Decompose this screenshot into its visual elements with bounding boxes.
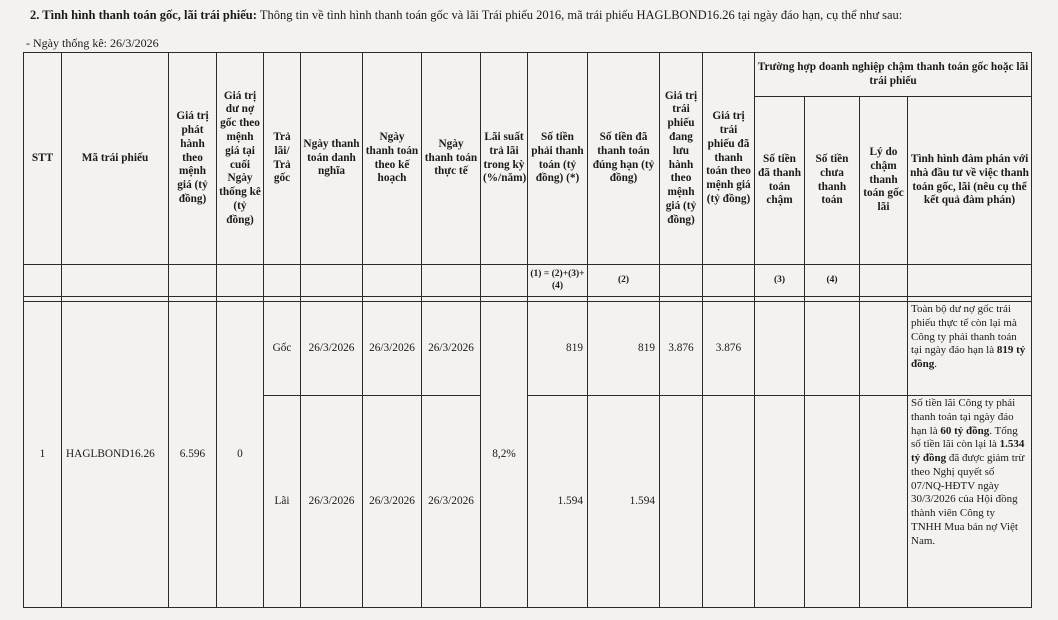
cell-interest-type: Lãi — [264, 396, 301, 608]
bond-payment-table — [23, 52, 1032, 608]
section-heading-bold: 2. Tình hình thanh toán gốc, lãi trái phiếu: — [30, 8, 257, 22]
header-late-payment-group: Trường hợp doanh nghiệp chậm thanh toán gốc hoặc lãi trái phiếu — [755, 53, 1032, 97]
formula-payable: (1) = (2)+(3)+(4) — [528, 265, 588, 297]
header-outstanding: Giá trị dư nợ gốc theo mệnh giá tại cuối Ngày thống kê (tỷ đồng) — [217, 53, 264, 265]
cell-principal-plan-date: 26/3/2026 — [363, 302, 422, 396]
cell-principal-note: Toàn bộ dư nợ gốc trái phiếu thực tế còn lại mà Công ty phải thanh toán tại ngày đáo hạn là 819 tỷ đồng. — [908, 302, 1032, 396]
cell-interest-nominal-date: 26/3/2026 — [301, 396, 363, 608]
cell-interest-paid-on-time: 1.594 — [588, 396, 660, 608]
header-late-paid: Số tiền đã thanh toán chậm — [755, 97, 805, 265]
header-amount-payable: Số tiền phải thanh toán (tỷ đồng) (*) — [528, 53, 588, 265]
header-paid-on-time: Số tiền đã thanh toán đúng hạn (tỷ đồng) — [588, 53, 660, 265]
cell-stt: 1 — [24, 302, 62, 608]
header-plan-date: Ngày thanh toán theo kế hoạch — [363, 53, 422, 265]
header-stt: STT — [24, 53, 62, 265]
cell-redeemed-value: 3.876 — [703, 302, 755, 396]
header-redeemed-value: Giá trị trái phiếu đã thanh toán theo mệnh giá (tỷ đồng) — [703, 53, 755, 265]
header-nominal-date: Ngày thanh toán danh nghĩa — [301, 53, 363, 265]
statistics-date: - Ngày thống kê: 26/3/2026 — [26, 36, 159, 50]
header-late-reason: Lý do chậm thanh toán gốc lãi — [860, 97, 908, 265]
cell-interest-note: Số tiền lãi Công ty phải thanh toán tại ngày đáo hạn là 60 tỷ đồng. Tổng số tiền lãi còn lại là 1.534 tỷ đồng đã được giảm trừ theo Nghị quyết số 07/NQ-HĐTV ngày 30/3/2026 của Hội đồng thành viên Công ty TNHH Mua bán nợ Việt Nam. — [908, 396, 1032, 608]
cell-interest-actual-date: 26/3/2026 — [422, 396, 481, 608]
header-payment-type: Trả lãi/ Trả gốc — [264, 53, 301, 265]
cell-principal-paid-on-time: 819 — [588, 302, 660, 396]
cell-interest-plan-date: 26/3/2026 — [363, 396, 422, 608]
header-interest-rate: Lãi suất trả lãi trong kỳ (%/năm) — [481, 53, 528, 265]
cell-interest-payable: 1.594 — [528, 396, 588, 608]
header-actual-date: Ngày thanh toán thực tế — [422, 53, 481, 265]
formula-paid-on-time: (2) — [588, 265, 660, 297]
formula-late-paid: (3) — [755, 265, 805, 297]
header-issue-value: Giá trị phát hành theo mệnh giá (tỷ đồng) — [169, 53, 217, 265]
header-unpaid: Số tiền chưa thanh toán — [805, 97, 860, 265]
section-heading — [30, 8, 902, 23]
section-heading-text: Thông tin về tình hình thanh toán gốc và lãi Trái phiếu 2016, mã trái phiếu HAGLBOND16.26 tại ngày đáo hạn, cụ thể như sau: — [256, 8, 903, 22]
cell-principal-payable: 819 — [528, 302, 588, 396]
cell-outstanding: 0 — [217, 302, 264, 608]
header-negotiation: Tình hình đàm phán với nhà đầu tư về việc thanh toán gốc, lãi (nêu cụ thể kết quả đàm phán) — [908, 97, 1032, 265]
table-row-principal — [24, 302, 1032, 396]
cell-circulating-value: 3.876 — [660, 302, 703, 396]
cell-principal-type: Gốc — [264, 302, 301, 396]
header-circulating-value: Giá trị trái phiếu đang lưu hành theo mệnh giá (tỷ đồng) — [660, 53, 703, 265]
header-bond-code: Mã trái phiếu — [62, 53, 169, 265]
cell-principal-actual-date: 26/3/2026 — [422, 302, 481, 396]
cell-issue-value: 6.596 — [169, 302, 217, 608]
cell-bond-code: HAGLBOND16.26 — [62, 302, 169, 608]
formula-unpaid: (4) — [805, 265, 860, 297]
formula-row — [24, 265, 1032, 297]
cell-interest-rate: 8,2% — [481, 302, 528, 608]
cell-principal-nominal-date: 26/3/2026 — [301, 302, 363, 396]
header-row-1 — [24, 53, 1032, 97]
